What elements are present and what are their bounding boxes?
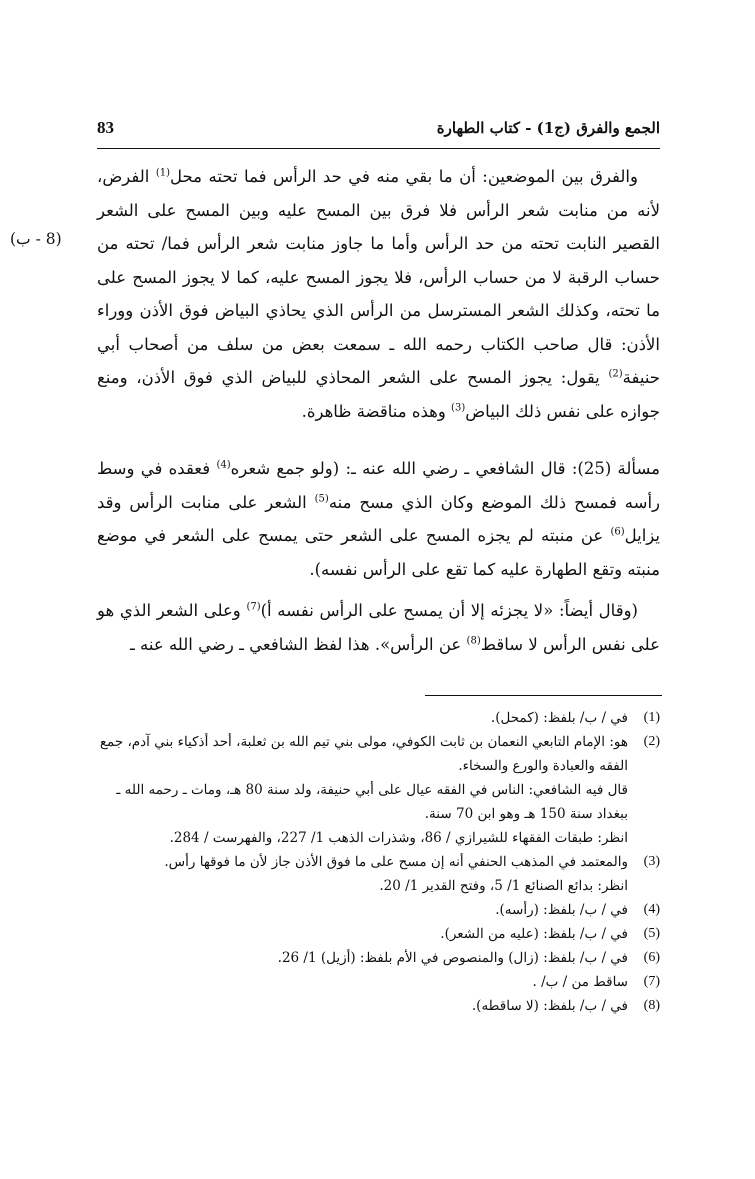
footnote-ref-2[interactable]: (2) <box>608 368 623 380</box>
text-run: (وقال أيضاً: «لا يجزئه إلا أن يمسح على الرأس نفسه أ) <box>260 601 638 620</box>
text-run: وهذه مناقضة ظاهرة. <box>301 401 452 421</box>
text-run: وعلى الشعر الذي هو على نفس الرأس لا ساقط <box>97 601 660 654</box>
footnote-text <box>97 994 628 1018</box>
footnote <box>97 970 660 994</box>
paragraph-2 <box>97 452 660 586</box>
footnote-number: (6) <box>643 950 660 965</box>
footnote-ref-7[interactable]: (7) <box>246 601 261 613</box>
footnote-line: في / ب/ بلفظ: (رأسه). <box>495 902 628 918</box>
footnote-text <box>97 946 628 970</box>
footnote <box>97 730 660 850</box>
footnote-number: (5) <box>643 926 660 941</box>
footnote <box>97 946 660 970</box>
page-header <box>97 118 660 149</box>
text-run: الشعر على منابت الرأس وقد يزايل <box>97 492 660 545</box>
footnote-line: في / ب/ بلفظ: (زال) والمنصوص في الأم بلفظ: (أزيل) 1/ 26. <box>277 950 628 966</box>
footnote-text <box>97 850 628 898</box>
footnote-ref-6[interactable]: (6) <box>610 526 625 538</box>
footnote-line: في / ب/ بلفظ: (كمحل). <box>490 710 628 726</box>
footnote-line: ساقط من / ب/ . <box>532 974 628 990</box>
footnote-divider <box>425 695 662 696</box>
footnote-ref-1[interactable]: (1) <box>155 167 171 179</box>
footnote-number: (4) <box>643 902 660 917</box>
footnote-number: (1) <box>643 710 660 725</box>
text-run: والفرق بين الموضعين: أن ما بقي منه في حد الرأس فما تحته محل <box>170 167 638 186</box>
paragraph-3 <box>97 594 660 661</box>
footnotes <box>97 706 660 1018</box>
paragraph-gap <box>97 428 660 452</box>
text-run: فعقده في وسط رأسه فمسح ذلك الموضع وكان الذي مسح منه <box>97 459 660 512</box>
page-number: 83 <box>97 118 114 137</box>
footnote-number: (3) <box>643 854 660 869</box>
footnote <box>97 922 660 946</box>
footnote-line: والمعتمد في المذهب الحنفي أنه إن مسح على ما فوق الأذن جاز لأن ما فوقها رأس. <box>164 854 628 870</box>
footnote-text <box>97 706 628 730</box>
footnote-line: انظر: بدائع الصنائع 1/ 5، وفتح القدير 1/ 20. <box>379 878 628 894</box>
footnote-text <box>97 730 628 850</box>
footnote-text <box>97 970 628 994</box>
footnote-line: في / ب/ بلفظ: (لا ساقطه). <box>471 998 628 1014</box>
footnote-number: (2) <box>643 734 660 749</box>
footnote-number: (7) <box>643 974 660 989</box>
margin-folio-note: (8 - ب) <box>10 230 62 248</box>
footnote-ref-8[interactable]: (8) <box>466 635 481 646</box>
footnote-ref-4[interactable]: (4) <box>216 459 231 471</box>
footnote-line: هو: الإمام التابعي النعمان بن ثابت الكوفي، مولى بني تيم الله بن ثعلبة، أحد أذكياء بني آدم، جمع الفقه والعبادة والورع والسخاء. <box>99 734 628 774</box>
text-run: عن الرأس». هذا لفظ الشافعي ـ رضي الله عنه ـ <box>129 634 467 654</box>
footnote <box>97 994 660 1018</box>
footnote-text <box>97 922 628 946</box>
footnote-ref-3[interactable]: (3) <box>451 402 466 413</box>
footnote-number: (8) <box>643 998 660 1013</box>
footnote <box>97 706 660 730</box>
text-run: عن منبته لم يجزه المسح على الشعر حتى يمسح على الشعر في موضع منبته وتقع الطهارة عليه كما تقع على الرأس نفسه). <box>97 526 660 579</box>
footnote-ref-5[interactable]: (5) <box>314 493 329 504</box>
paragraph-1 <box>97 160 660 428</box>
running-title: الجمع والفرق (ج1) - كتاب الطهارة <box>436 119 660 137</box>
text-run: الفرض، لأنه من منابت شعر الرأس فلا فرق بين المسح عليه وبين المسح على الشعر القصير النابت تحته من حد الرأس وأما ما جاوز منابت شعر الرأس فما/ تحته من حساب الرقبة لا من حساب الرأس، فلا يجوز المسح عليه، كما لا يجوز المسح على ما تحته، وكذلك الشعر المسترسل من الرأس الذي يحاذي البياض فوق الأذن ووراء الأذن: قال صاحب الكتاب رحمه الله ـ سمعت بعض من سلف من أصحاب أبي حنيفة <box>97 167 660 387</box>
text-run: يقول: يجوز المسح على الشعر المحاذي للبياض الذي فوق الأذن، ومنع جوازه على نفس ذلك البياض <box>97 368 660 421</box>
text-run: مسألة (25): قال الشافعي ـ رضي الله عنه ـ: (ولو جمع شعره <box>230 459 661 478</box>
main-text <box>97 160 660 661</box>
footnote <box>97 850 660 898</box>
footnote <box>97 898 660 922</box>
footnote-line: في / ب/ بلفظ: (عليه من الشعر). <box>440 926 628 942</box>
footnote-line: انظر: طبقات الفقهاء للشيرازي / 86، وشذرات الذهب 1/ 227، والفهرست / 284. <box>169 830 628 846</box>
footnote-text <box>97 898 628 922</box>
footnote-line: قال فيه الشافعي: الناس في الفقه عيال على أبي حنيفة، ولد سنة 80 هـ، ومات ـ رحمه الله ـ ببغداد سنة 150 هـ وهو ابن 70 سنة. <box>116 782 628 822</box>
